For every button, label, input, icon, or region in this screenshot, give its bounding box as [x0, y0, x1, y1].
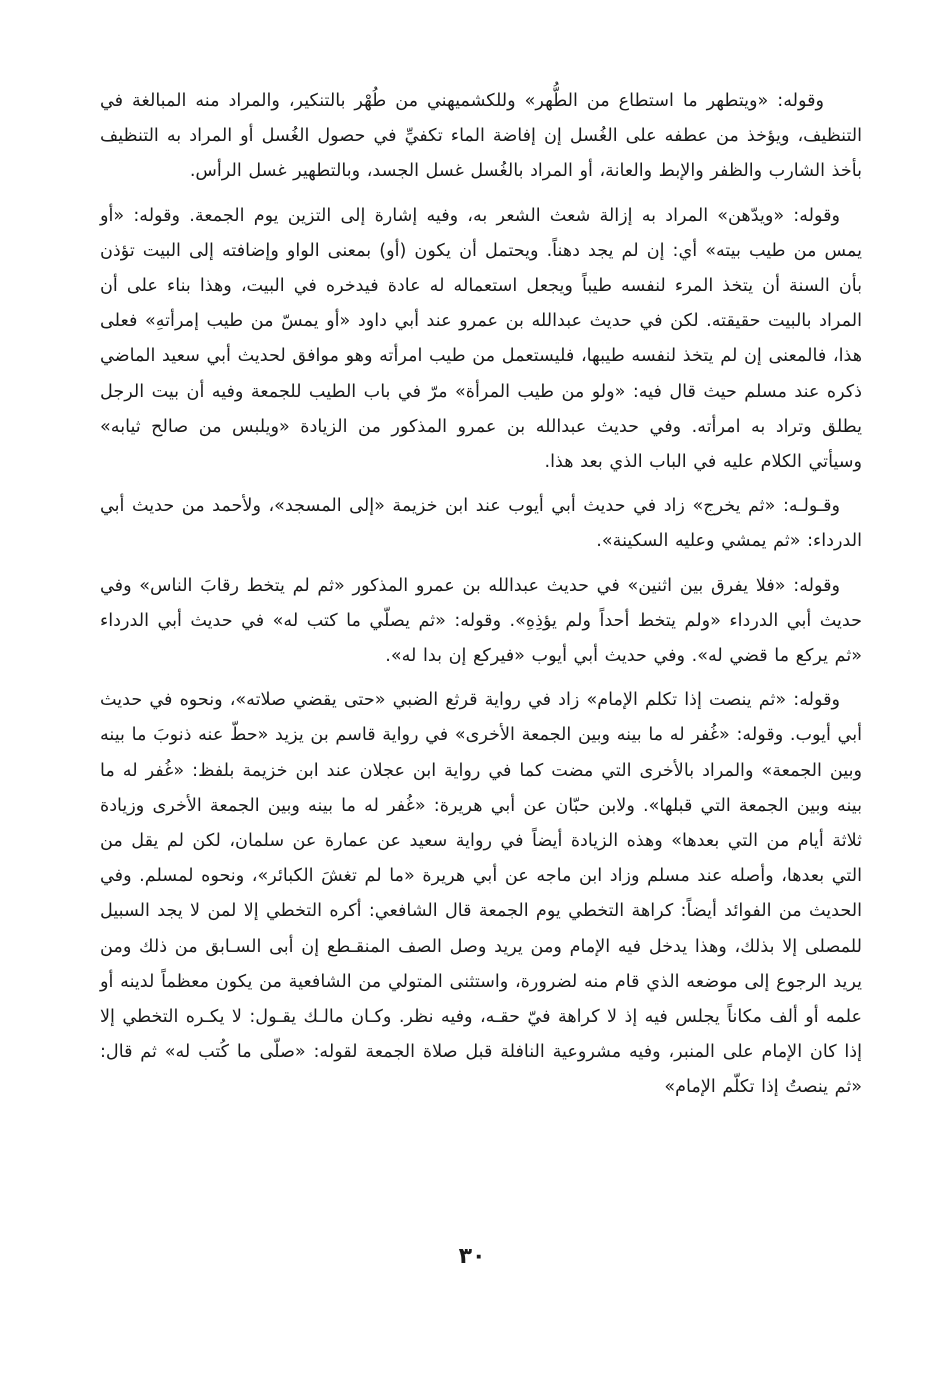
paragraph-3: وقـولـه: «ثم يخرج» زاد في حديث أبي أيوب عند ابن خزيمة «إلى المسجد»، ولأحمد من حديث أبي الدرداء: «ثم يمشي وعليه السكينة». [100, 496, 862, 552]
paragraph-5: وقوله: «ثم ينصت إذا تكلم الإمام» زاد في رواية قرثع الضبي «حتى يقضي صلاته»، ونحوه في حديث أبي أيوب. وقوله: «غُفر له ما بينه وبين الجمعة الأخرى» في رواية قاسم بن يزيد «حطّ عنه ذنوبَ ما بينه وبين الجمعة» والمراد بالأخرى التي مضت كما في رواية ابن عجلان عند ابن خزيمة بلفظ: «غُفر له ما بينه وبين الجمعة التي قبلها». ولابن حبّان عن أبي هريرة: «غُفر له ما بينه وبين الجمعة الأخرى وزيادة ثلاثة أيام من التي بعدها» وهذه الزيادة أيضاً في رواية سعيد عن عمارة عن سلمان، لكن لم يقل من التي بعدها، وأصله عند مسلم وزاد ابن ماجه عن أبي هريرة «ما لم تغشَ الكبائر»، ونحوه لمسلم. وفي الحديث من الفوائد أيضاً: كراهة التخطي يوم الجمعة قال الشافعي: أكره التخطي إلا لمن لا يجد السبيل للمصلى إلا بذلك، وهذا يدخل فيه الإمام ومن يريد وصل الصف المنقـطع إن أبى السـابق من ذلك ومن يريد الرجوع إلى موضعه الذي قام منه لضرورة، واستثنى المتولي من الشافعية من يكون معظماً لدينه أو علمه أو ألف مكاناً يجلس فيه إذ لا كراهة فيّ حقـه، وفيه نظر. وكـان مالـك يقـول: لا يكـره التخطي إلا إذا كان الإمام على المنبر، وفيه مشروعية النافلة قبل صلاة الجمعة لقوله: «صلّى ما كُتب له» ثم قال: «ثم ينصتُ إذا تكلّم الإمام» [100, 690, 862, 1098]
paragraph-1: وقوله: «ويتطهر ما استطاع من الطُّهر» وللكشميهني من طُهْر بالتنكير، والمراد منه المبالغة في التنظيف، ويؤخذ من عطفه على الغُسل إن إفاضة الماء تكفيِّ في حصول الغُسل أو المراد به التنظيف بأخذ الشارب والظفر والإبط والعانة، أو المراد بالغُسل غسل الجسد، وبالتطهير غسل الرأس. [100, 91, 862, 182]
page-number: ٣٠ [458, 1244, 486, 1269]
page-body [100, 84, 862, 1115]
paragraph-4: وقوله: «فلا يفرق بين اثنين» في حديث عبدالله بن عمرو المذكور «ثم لم يتخط رقابَ الناس» وفي حديث أبي الدرداء «ولم يتخط أحداً ولم يؤذِهِ». وقوله: «ثم يصلّي ما كتب له» في حديث أبي الدرداء «ثم يركع ما قضي له». وفي حديث أبي أيوب «فيركع إن بدا له». [100, 575, 862, 667]
paragraph-2: وقوله: «ويدّهن» المراد به إزالة شعث الشعر به، وفيه إشارة إلى التزين يوم الجمعة. وقوله: «أو يمس من طيب بيته» أي: إن لم يجد دهناً. ويحتمل أن يكون (أو) بمعنى الواو وإضافته إلى البيت تؤذن بأن السنة أن يتخذ المرء لنفسه طيباً ويجعل استعماله له عادة فيدخره في البيت، وهذا بناء على أن المراد بالبيت حقيقته. لكن في حديث عبدالله بن عمرو عند أبي داود «أو يمسّ من طيب إمرأتهِ» فعلى هذا، فالمعنى إن لم يتخذ لنفسه طيبها، فليستعمل من طيب امرأته وهو موافق لحديث أبي سعيد الماضي ذكره عند مسلم حيث قال فيه: «ولو من طيب المرأة» مرّ في باب الطيب للجمعة وفيه أن بيت الرجل يطلق وتراد به امرأته. وفي حديث عبدالله بن عمرو المذكور من الزيادة «ويلبس من صالح ثيابه» وسيأتي الكلام عليه في الباب الذي بعد هذا. [100, 205, 862, 473]
